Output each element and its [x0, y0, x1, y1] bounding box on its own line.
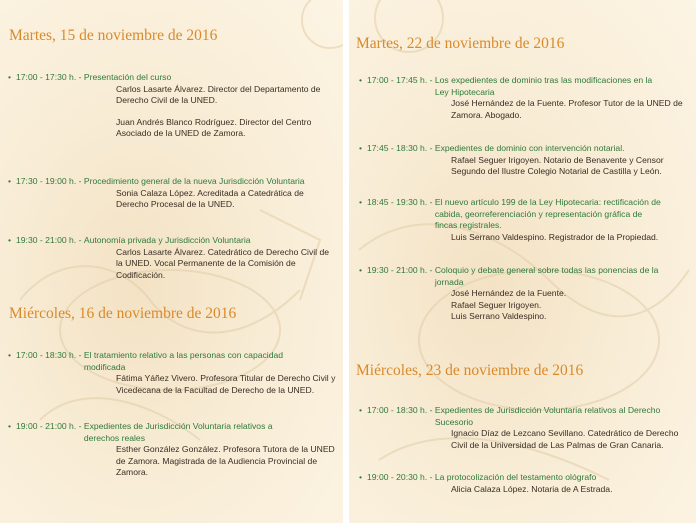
bullet-dot-icon: • — [359, 265, 363, 275]
session-time: 19:30 - 21:00 h. — [367, 265, 428, 275]
bullet-dot-icon: • — [8, 72, 12, 82]
session-topic: El tratamiento relativo a las personas con capacidad modificada — [83, 350, 284, 372]
session-speaker: Rafael Seguer Irigoyen. Notario de Benavente y Censor Segundo del Ilustre Colegio Notarial de Castilla y León. — [451, 154, 664, 176]
left-page — [0, 0, 343, 523]
session-item: • 17:00 - 18:30 h. - El tratamiento relativo a las personas con capacidad modificada Fátima Yáñez Vivero. Profesora Titular de Derecho Civil y Vicedecana de la Facultad de Derecho de la UNED. — [8, 350, 338, 396]
session-speaker: Fátima Yáñez Vivero. Profesora Titular de Derecho Civil y Vicedecana de la Facultad de Derecho de la UNED. — [116, 373, 336, 395]
session-time: 17:00 - 17:30 h. — [16, 72, 77, 82]
session-speaker: Alicia Calaza López. Notaria de A Estrada. — [451, 483, 613, 494]
session-topic: Procedimiento general de la nueva Jurisdicción Voluntaria — [83, 176, 305, 186]
session-item: • 19:30 - 21:00 h. - Coloquio y debate general sobre todas las ponencias de la jornada José Hernández de la Fuente. Rafael Seguer Irigoyen. Luis Serrano Valdespino. — [359, 265, 693, 323]
session-time: 18:45 - 19:30 h. — [367, 197, 428, 207]
session-item: • 17:00 - 17:45 h. - Los expedientes de dominio tras las modificaciones en la Ley Hipotecaria José Hernández de la Fuente. Profesor Tutor de la UNED de Zamora. Abogado. — [359, 75, 693, 121]
day-heading: Martes, 15 de noviembre de 2016 — [9, 27, 218, 44]
bullet-dot-icon: • — [359, 405, 363, 415]
session-speaker: Sonia Calaza López. Acreditada a Catedrática de Derecho Procesal de la UNED. — [116, 187, 304, 209]
session-topic: Autonomía privada y Jurisdicción Voluntaria — [83, 235, 251, 245]
session-topic: Expedientes de Jurisdicción Voluntaria relativos al Derecho Sucesorio — [434, 405, 661, 427]
bullet-dot-icon: • — [8, 350, 12, 360]
session-item: • 17:00 - 18:30 h. - Expedientes de Jurisdicción Voluntaria relativos al Derecho Sucesorio Ignacio Díaz de Lezcano Sevillano. Catedrático de Derecho Civil de la Universidad de Las Palmas de Gran Canaria. — [359, 405, 693, 451]
bullet-dot-icon: • — [8, 176, 12, 186]
bullet-dot-icon: • — [359, 75, 363, 85]
session-speaker: Esther González González. Profesora Tutora de la UNED de Zamora. Magistrada de la Audiencia Provincial de Zamora. — [116, 444, 335, 477]
session-topic: Los expedientes de dominio tras las modificaciones en la Ley Hipotecaria — [434, 75, 653, 97]
session-time: 17:00 - 18:30 h. — [16, 350, 77, 360]
session-speaker: Juan Andrés Blanco Rodríguez. Director del Centro Asociado de la UNED de Zamora. — [116, 116, 312, 138]
session-speaker: José Hernández de la Fuente. Rafael Seguer Irigoyen. Luis Serrano Valdespino. — [451, 288, 567, 321]
bullet-dot-icon: • — [359, 197, 363, 207]
session-item: • 18:45 - 19:30 h. - El nuevo artículo 199 de la Ley Hipotecaria: rectificación de cabida, georreferenciación y representación gráfica de fincas registrales. Luis Serrano Valdespino. Registrador de la Propiedad. — [359, 197, 693, 243]
session-speaker: Luis Serrano Valdespino. Registrador de la Propiedad. — [451, 231, 659, 242]
day-heading: Martes, 22 de noviembre de 2016 — [356, 35, 565, 52]
session-topic: Expedientes de dominio con intervención notarial. — [434, 143, 625, 153]
session-speaker: Ignacio Díaz de Lezcano Sevillano. Catedrático de Derecho Civil de la Universidad de Las Palmas de Gran Canaria. — [451, 428, 679, 450]
bullet-dot-icon: • — [8, 235, 12, 245]
session-item: • 19:30 - 21:00 h. - Autonomía privada y Jurisdicción Voluntaria Carlos Lasarte Álvarez. Catedrático de Derecho Civil de la UNED. Vocal Permanente de la Comisión de Codificación. — [8, 235, 338, 281]
session-time: 19:30 - 21:00 h. — [16, 235, 77, 245]
session-time: 17:00 - 18:30 h. — [367, 405, 428, 415]
session-item: • 19:00 - 20:30 h. - La protocolización del testamento ológrafo Alicia Calaza López. Notaria de A Estrada. — [359, 472, 693, 495]
session-topic: Expedientes de Jurisdicción Voluntaria relativos a derechos reales — [83, 421, 273, 443]
session-topic: Presentación del curso — [83, 72, 172, 82]
session-item: • 17:45 - 18:30 h. - Expedientes de dominio con intervención notarial. Rafael Seguer Irigoyen. Notario de Benavente y Censor Segundo del Ilustre Colegio Notarial de Castilla y León. — [359, 143, 693, 178]
session-time: 17:30 - 19:00 h. — [16, 176, 77, 186]
session-time: 19:00 - 21:00 h. — [16, 421, 77, 431]
session-topic: El nuevo artículo 199 de la Ley Hipotecaria: rectificación de cabida, georreferenciación y representación gráfica de fincas registrales. — [434, 197, 661, 230]
session-speaker: Carlos Lasarte Álvarez. Catedrático de Derecho Civil de la UNED. Vocal Permanente de la Comisión de Codificación. — [116, 246, 330, 280]
session-item: • 17:30 - 19:00 h. - Procedimiento general de la nueva Jurisdicción Voluntaria Sonia Calaza López. Acreditada a Catedrática de Derecho Procesal de la UNED. — [8, 176, 338, 211]
session-speaker: José Hernández de la Fuente. Profesor Tutor de la UNED de Zamora. Abogado. — [451, 98, 683, 120]
day-heading: Miércoles, 16 de noviembre de 2016 — [9, 305, 237, 322]
session-item: • 17:00 - 17:30 h. - Presentación del curso Carlos Lasarte Álvarez. Director del Departamento de Derecho Civil de la UNED. Juan Andrés Blanco Rodríguez. Director del Centro Asociado de la UNED de Zamora. — [8, 72, 338, 140]
session-topic: La protocolización del testamento ológrafo — [434, 472, 597, 482]
bullet-dot-icon: • — [359, 472, 363, 482]
session-time: 17:00 - 17:45 h. — [367, 75, 428, 85]
session-item: • 19:00 - 21:00 h. - Expedientes de Jurisdicción Voluntaria relativos a derechos reales Esther González González. Profesora Tutora de la UNED de Zamora. Magistrada de la Audiencia Provincial de Zamora. — [8, 421, 338, 479]
session-time: 19:00 - 20:30 h. — [367, 472, 428, 482]
right-page — [349, 0, 696, 523]
day-heading: Miércoles, 23 de noviembre de 2016 — [356, 362, 584, 379]
bullet-dot-icon: • — [359, 143, 363, 153]
bullet-dot-icon: • — [8, 421, 12, 431]
session-speaker: Carlos Lasarte Álvarez. Director del Departamento de Derecho Civil de la UNED. — [116, 83, 321, 105]
session-topic: Coloquio y debate general sobre todas las ponencias de la jornada — [434, 265, 659, 287]
session-time: 17:45 - 18:30 h. — [367, 143, 428, 153]
